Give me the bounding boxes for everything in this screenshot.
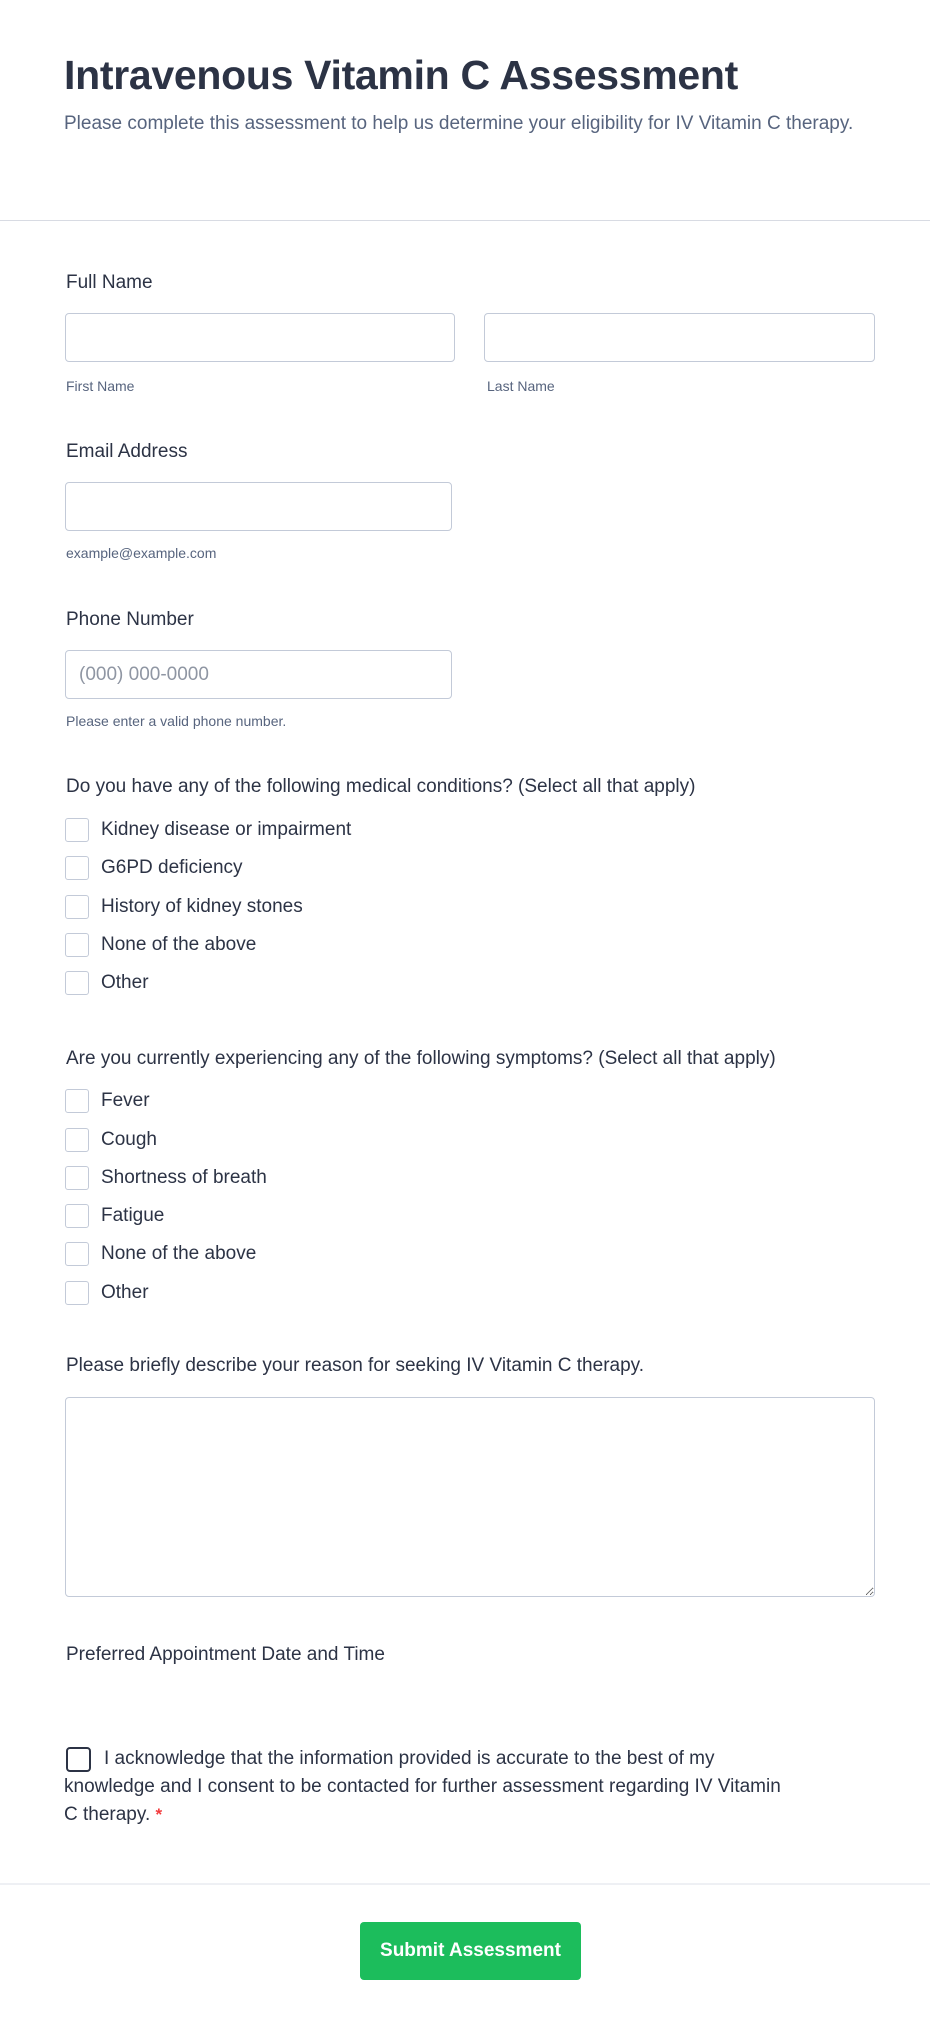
condition-checkbox[interactable] [65, 856, 89, 880]
reason-label: Please briefly describe your reason for seeking IV Vitamin C therapy. [66, 1355, 645, 1376]
phone-sublabel: Please enter a valid phone number. [66, 713, 287, 729]
last-name-sublabel: Last Name [487, 378, 555, 394]
header-divider [0, 220, 930, 221]
email-input[interactable] [65, 482, 452, 531]
page-title: Intravenous Vitamin C Assessment [64, 52, 738, 98]
symptom-checkbox[interactable] [65, 1242, 89, 1266]
symptom-option-label[interactable]: Fatigue [101, 1205, 165, 1226]
symptom-option-label[interactable]: Cough [101, 1129, 157, 1150]
condition-checkbox[interactable] [65, 818, 89, 842]
condition-option-label[interactable]: Kidney disease or impairment [101, 819, 352, 840]
footer-divider [0, 1883, 930, 1885]
condition-option-label[interactable]: History of kidney stones [101, 896, 303, 917]
condition-checkbox[interactable] [65, 971, 89, 995]
symptom-checkbox[interactable] [65, 1128, 89, 1152]
appointment-label: Preferred Appointment Date and Time [66, 1644, 385, 1665]
symptom-option-label[interactable]: Shortness of breath [101, 1167, 267, 1188]
submit-button[interactable]: Submit Assessment [360, 1922, 581, 1980]
acknowledge-label[interactable] [64, 1745, 784, 1829]
required-mark: * [155, 1805, 163, 1824]
email-sublabel: example@example.com [66, 545, 217, 561]
reason-textarea[interactable] [65, 1397, 875, 1597]
symptom-checkbox[interactable] [65, 1204, 89, 1228]
condition-option-label[interactable]: None of the above [101, 934, 257, 955]
symptom-checkbox[interactable] [65, 1166, 89, 1190]
page-subtitle: Please complete this assessment to help us determine your eligibility for IV Vitamin C therapy. [64, 113, 854, 134]
last-name-input[interactable] [484, 313, 875, 362]
symptom-option-label[interactable]: None of the above [101, 1243, 257, 1264]
condition-checkbox[interactable] [65, 895, 89, 919]
condition-checkbox[interactable] [65, 933, 89, 957]
first-name-input[interactable] [65, 313, 455, 362]
condition-option-label[interactable]: Other [101, 972, 149, 993]
first-name-sublabel: First Name [66, 378, 135, 394]
symptom-checkbox[interactable] [65, 1089, 89, 1113]
symptom-option-label[interactable]: Fever [101, 1090, 150, 1111]
acknowledge-text: I acknowledge that the information provided is accurate to the best of my knowledge and I consent to be contacted for further assessment regarding IV Vitamin C therapy. [64, 1748, 781, 1825]
symptom-option-label[interactable]: Other [101, 1282, 149, 1303]
phone-input[interactable] [65, 650, 452, 699]
condition-option-label[interactable]: G6PD deficiency [101, 857, 243, 878]
symptoms-label: Are you currently experiencing any of the following symptoms? (Select all that apply) [66, 1048, 776, 1069]
email-label: Email Address [66, 441, 188, 462]
symptom-checkbox[interactable] [65, 1281, 89, 1305]
full-name-label: Full Name [66, 272, 153, 293]
phone-label: Phone Number [66, 609, 194, 630]
conditions-label: Do you have any of the following medical conditions? (Select all that apply) [66, 776, 696, 797]
